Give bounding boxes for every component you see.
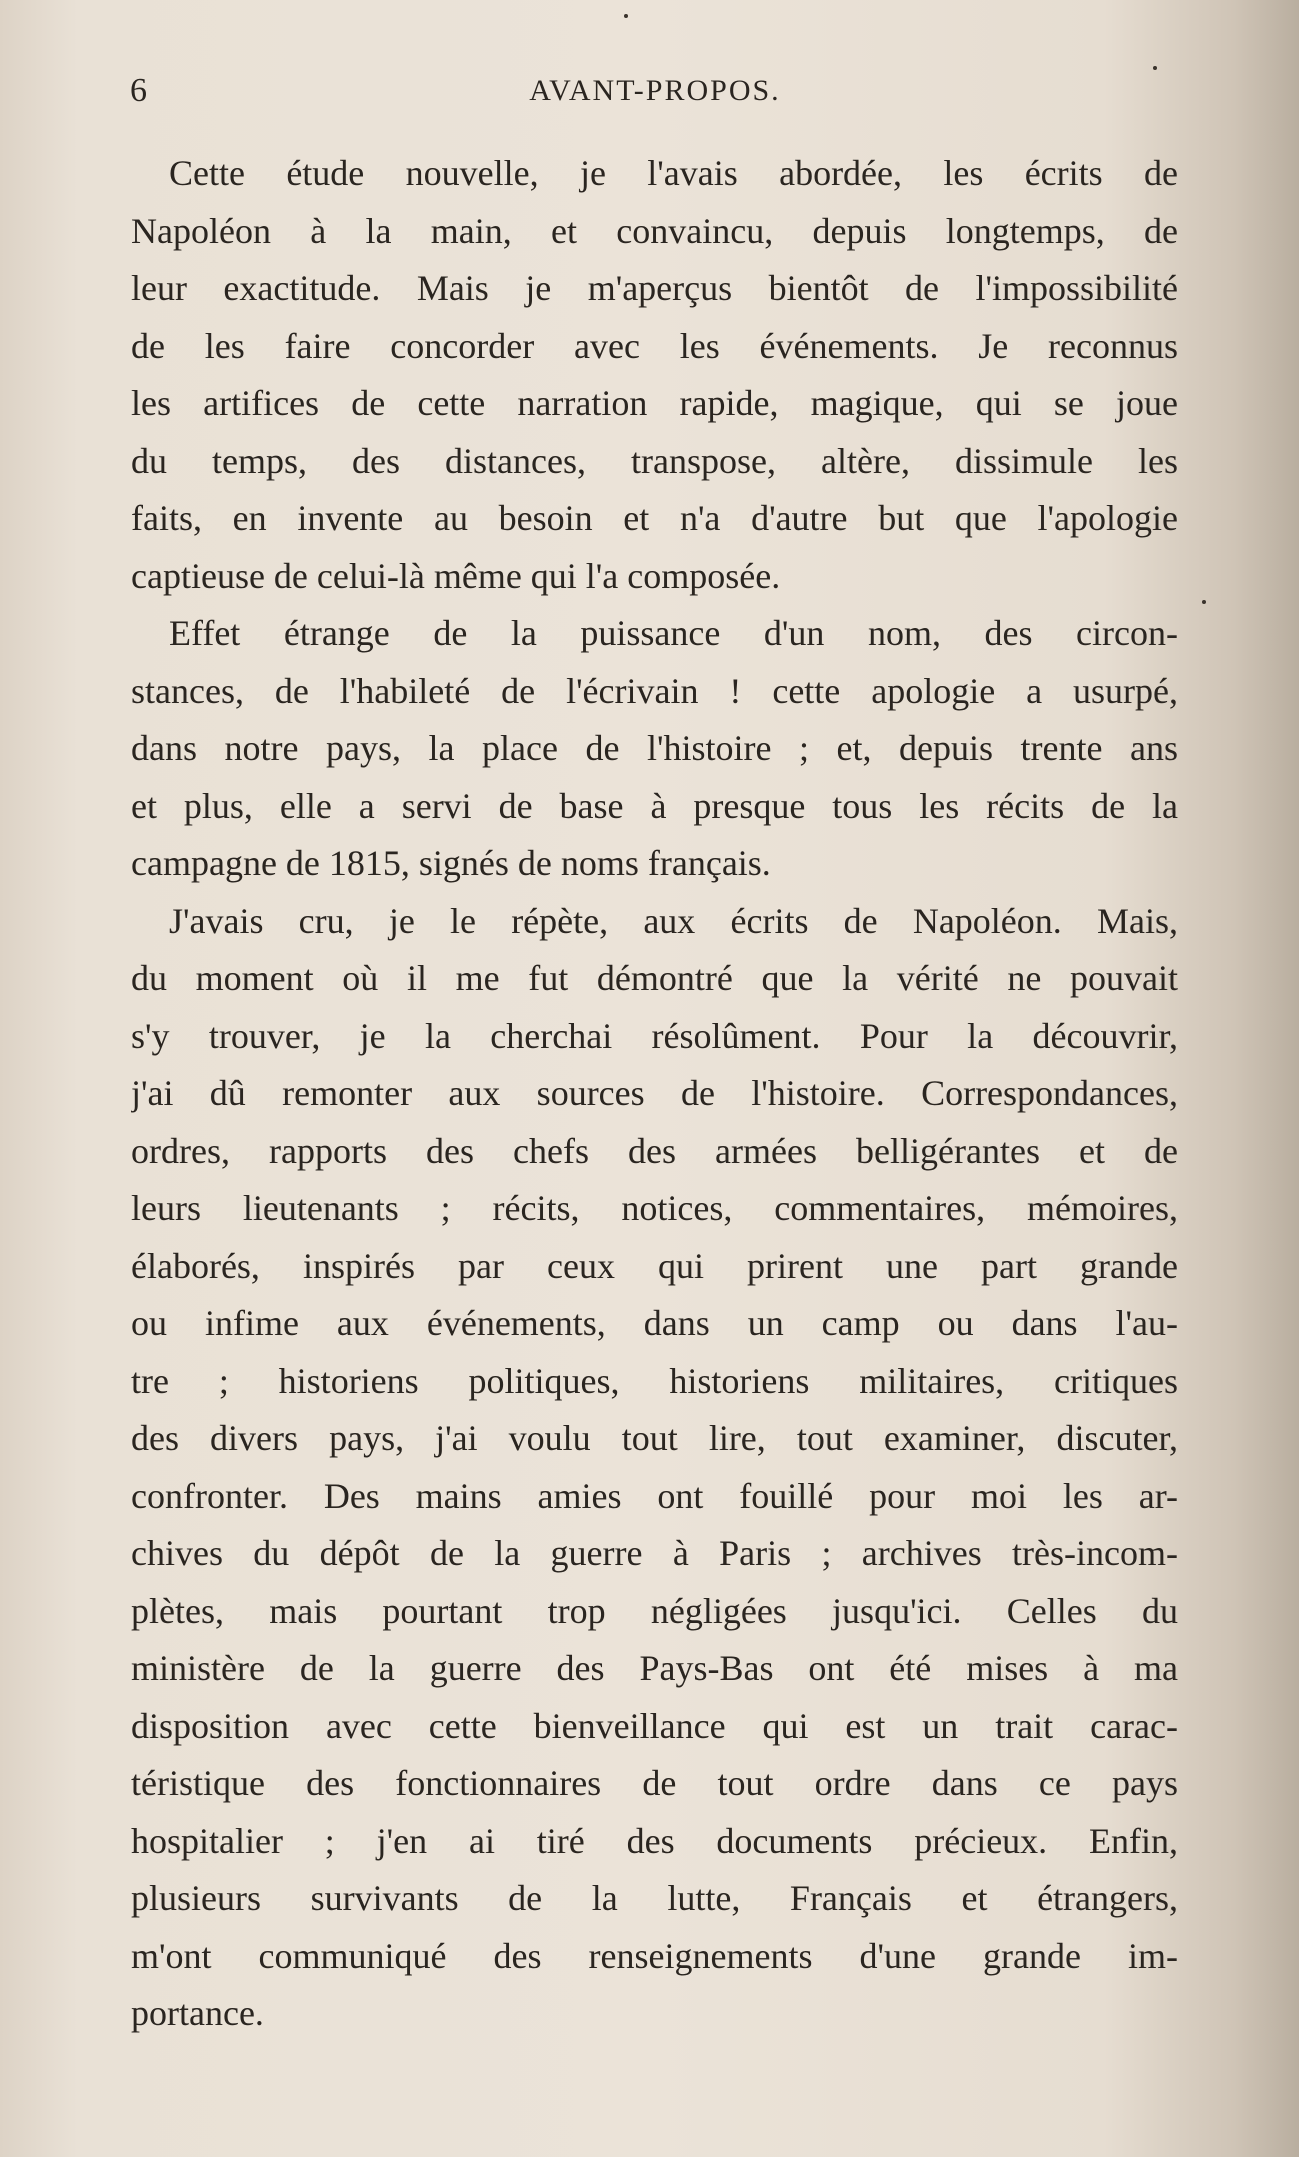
text-line: j'ai dû remonter aux sources de l'histoire. Correspondances, [131,1073,1178,1113]
text-line: stances, de l'habileté de l'écrivain ! cette apologie a usurpé, [131,670,1178,711]
text-line: ou infime aux événements, dans un camp ou dans l'au- [131,1303,1178,1343]
text-line: Effet étrange de la puissance d'un nom, des circon- [169,613,1178,653]
text-line: Napoléon à la main, et convaincu, depuis longtemps, de [131,210,1178,251]
text-line: leur exactitude. Mais je m'aperçus bientôt de l'impossibilité [131,268,1178,308]
text-line: portance. [131,1993,264,2033]
page-header [130,72,1180,116]
text-line: confronter. Des mains amies ont fouillé pour moi les ar- [131,1475,1178,1516]
text-line: ordres, rapports des chefs des armées belligérantes et de [131,1130,1178,1171]
speck [1153,66,1157,70]
text-line: les artifices de cette narration rapide, magique, qui se joue [131,383,1178,423]
text-line: du temps, des distances, transpose, altère, dissimule les [131,440,1178,481]
page-number: 6 [130,72,147,109]
text-line: Cette étude nouvelle, je l'avais abordée, les écrits de [169,153,1178,193]
speck [1202,600,1206,604]
text-line: s'y trouver, je la cherchai résolûment. Pour la découvrir, [131,1015,1178,1056]
text-line: m'ont communiqué des renseignements d'une grande im- [131,1935,1178,1976]
running-title: AVANT-PROPOS. [529,74,781,107]
text-line: chives du dépôt de la guerre à Paris ; archives très-incom- [131,1533,1178,1573]
text-line: plusieurs survivants de la lutte, Français et étrangers, [131,1878,1178,1918]
speck [624,14,628,18]
text-line: disposition avec cette bienveillance qui est un trait carac- [131,1705,1178,1746]
text-line: des divers pays, j'ai voulu tout lire, tout examiner, discuter, [131,1418,1178,1458]
text-line: ministère de la guerre des Pays-Bas ont été mises à ma [131,1648,1178,1688]
text-line: plètes, mais pourtant trop négligées jusqu'ici. Celles du [131,1590,1178,1631]
text-line: leurs lieutenants ; récits, notices, commentaires, mémoires, [131,1188,1178,1228]
text-line: campagne de 1815, signés de noms français. [131,843,771,883]
text-line: hospitalier ; j'en ai tiré des documents précieux. Enfin, [131,1820,1178,1861]
text-line: tre ; historiens politiques, historiens militaires, critiques [131,1360,1178,1401]
text-line: dans notre pays, la place de l'histoire ; et, depuis trente ans [131,728,1178,768]
text-line: et plus, elle a servi de base à presque tous les récits de la [131,785,1178,826]
text-line: J'avais cru, je le répète, aux écrits de Napoléon. Mais, [169,900,1178,941]
text-line: faits, en invente au besoin et n'a d'autre but que l'apologie [131,498,1178,538]
text-line: du moment où il me fut démontré que la vérité ne pouvait [131,958,1178,998]
text-line: élaborés, inspirés par ceux qui prirent une part grande [131,1245,1178,1286]
text-line: téristique des fonctionnaires de tout ordre dans ce pays [131,1763,1178,1803]
body-text [131,145,1178,2043]
text-line: de les faire concorder avec les événements. Je reconnus [131,325,1178,366]
text-line: captieuse de celui-là même qui l'a composée. [131,555,781,596]
